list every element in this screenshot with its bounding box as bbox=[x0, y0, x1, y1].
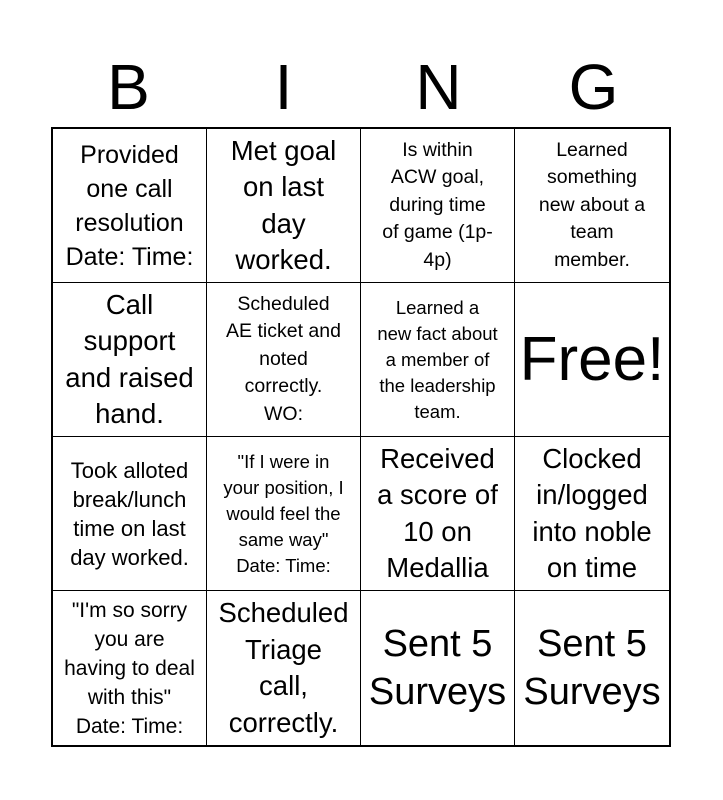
free-space-text: Free! bbox=[519, 324, 665, 394]
bingo-cell-r4c3[interactable] bbox=[361, 591, 515, 745]
bingo-cell-r3c1[interactable] bbox=[53, 437, 207, 591]
cell-text: Provided one call resolution Date: Time: bbox=[65, 140, 194, 271]
bingo-cell-r3c4[interactable] bbox=[515, 437, 669, 591]
bingo-header bbox=[51, 52, 671, 122]
bingo-cell-r2c3[interactable] bbox=[361, 283, 515, 437]
cell-text: Is within ACW goal, during time of game (1p- 4p) bbox=[382, 138, 493, 271]
cell-text: Sent 5 Surveys bbox=[523, 623, 661, 713]
cell-text: Learned something new about a team member. bbox=[538, 138, 646, 271]
header-letter-b: B bbox=[107, 51, 150, 123]
cell-text: Scheduled AE ticket and noted correctly. WO: bbox=[226, 292, 341, 425]
cell-text: Received a score of 10 on Medallia bbox=[377, 442, 498, 583]
cell-text: "If I were in your position, I would feel the same way" Date: Time: bbox=[223, 450, 344, 576]
bingo-cell-r3c2[interactable] bbox=[207, 437, 361, 591]
bingo-board bbox=[51, 127, 671, 747]
bingo-cell-r3c3[interactable] bbox=[361, 437, 515, 591]
header-letter-g: G bbox=[568, 51, 619, 123]
cell-text: Clocked in/logged into noble on time bbox=[532, 442, 652, 583]
cell-text: Took alloted break/lunch time on last day worked. bbox=[70, 457, 189, 570]
bingo-cell-r2c1[interactable] bbox=[53, 283, 207, 437]
cell-text: Call support and raised hand. bbox=[65, 288, 194, 429]
bingo-cell-r4c4[interactable] bbox=[515, 591, 669, 745]
header-letter-n: N bbox=[415, 51, 462, 123]
bingo-cell-r4c2[interactable] bbox=[207, 591, 361, 745]
bingo-cell-r2c2[interactable] bbox=[207, 283, 361, 437]
cell-text: Met goal on last day worked. bbox=[230, 134, 337, 275]
bingo-cell-r4c1[interactable] bbox=[53, 591, 207, 745]
bingo-cell-free[interactable] bbox=[515, 283, 669, 437]
cell-text: "I'm so sorry you are having to deal with this" Date: Time: bbox=[64, 598, 195, 738]
bingo-cell-r1c4[interactable] bbox=[515, 129, 669, 283]
cell-text: Sent 5 Surveys bbox=[368, 623, 507, 713]
bingo-cell-r1c1[interactable] bbox=[53, 129, 207, 283]
cell-text: Scheduled Triage call, correctly. bbox=[218, 597, 349, 738]
bingo-cell-r1c2[interactable] bbox=[207, 129, 361, 283]
header-letter-i: I bbox=[274, 51, 293, 123]
bingo-cell-r1c3[interactable] bbox=[361, 129, 515, 283]
cell-text: Learned a new fact about a member of the leadership team. bbox=[377, 296, 498, 422]
